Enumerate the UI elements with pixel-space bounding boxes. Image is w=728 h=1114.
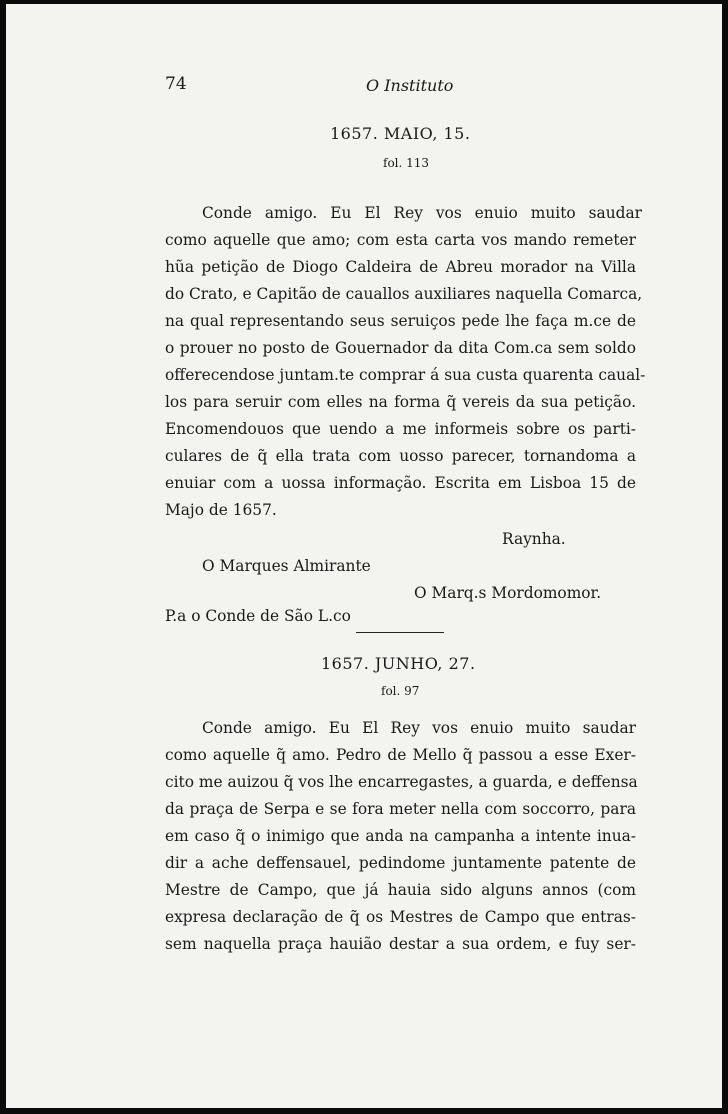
text-line: Conde amigo. Eu El Rey vos enuio muito saudar [202, 719, 636, 737]
text-line: Conde amigo. Eu El Rey vos enuio muito saudar [202, 204, 642, 222]
text-line: cito me auizou q̃ vos lhe encarregastes, a guarda, e deffensa [165, 773, 638, 791]
text-line: como aquelle que amo; com esta carta vos mando remeter [165, 231, 636, 249]
signature-almirante: O Marques Almirante [202, 557, 371, 575]
text-line: culares de q̃ ella trata com uosso parecer, tornandoma a [165, 447, 636, 465]
entry-folio: fol. 97 [381, 684, 420, 698]
running-title: O Instituto [366, 76, 454, 95]
signature-raynha: Raynha. [502, 530, 566, 548]
page-number: 74 [165, 74, 187, 94]
document-page [6, 4, 722, 1108]
entry-folio: fol. 113 [383, 156, 430, 170]
text-line: do Crato, e Capitão de cauallos auxiliares naquella Comarca, [165, 285, 643, 303]
text-line: Encomendouos que uendo a me informeis sobre os parti- [165, 420, 636, 438]
text-line: enuiar com a uossa informação. Escrita em Lisboa 15 de [165, 474, 636, 492]
text-line: como aquelle q̃ amo. Pedro de Mello q̃ passou a esse Exer- [165, 746, 636, 764]
recipient-line: P.a o Conde de São L.co [165, 607, 351, 625]
text-line: sem naquella praça hauião destar a sua ordem, e fuy ser- [165, 935, 636, 953]
text-line: hũa petição de Diogo Caldeira de Abreu morador na Villa [165, 258, 636, 276]
text-line: em caso q̃ o inimigo que anda na campanha a intente inua- [165, 827, 636, 845]
text-line: na qual representando seus seruiços pede lhe faça m.ce de [165, 312, 636, 330]
text-line: da praça de Serpa e se fora meter nella com soccorro, para [165, 800, 636, 818]
text-line: los para seruir com elles na forma q̃ vereis da sua petição. [165, 393, 636, 411]
text-line: Majo de 1657. [165, 501, 277, 519]
signature-mordomo: O Marq.s Mordomomor. [414, 584, 602, 602]
entry-date: 1657. JUNHO, 27. [321, 654, 476, 673]
section-divider [356, 632, 444, 633]
text-line: Mestre de Campo, que já hauia sido alguns annos (com [165, 881, 636, 899]
text-line: o prouer no posto de Gouernador da dita Com.ca sem soldo [165, 339, 636, 357]
text-line: dir a ache deffensauel, pedindome juntamente patente de [165, 854, 636, 872]
text-line: offerecendose juntam.te comprar á sua custa quarenta caual- [165, 366, 646, 384]
text-line: expresa declaração de q̃ os Mestres de Campo que entras- [165, 908, 636, 926]
entry-date: 1657. MAIO, 15. [330, 124, 471, 143]
